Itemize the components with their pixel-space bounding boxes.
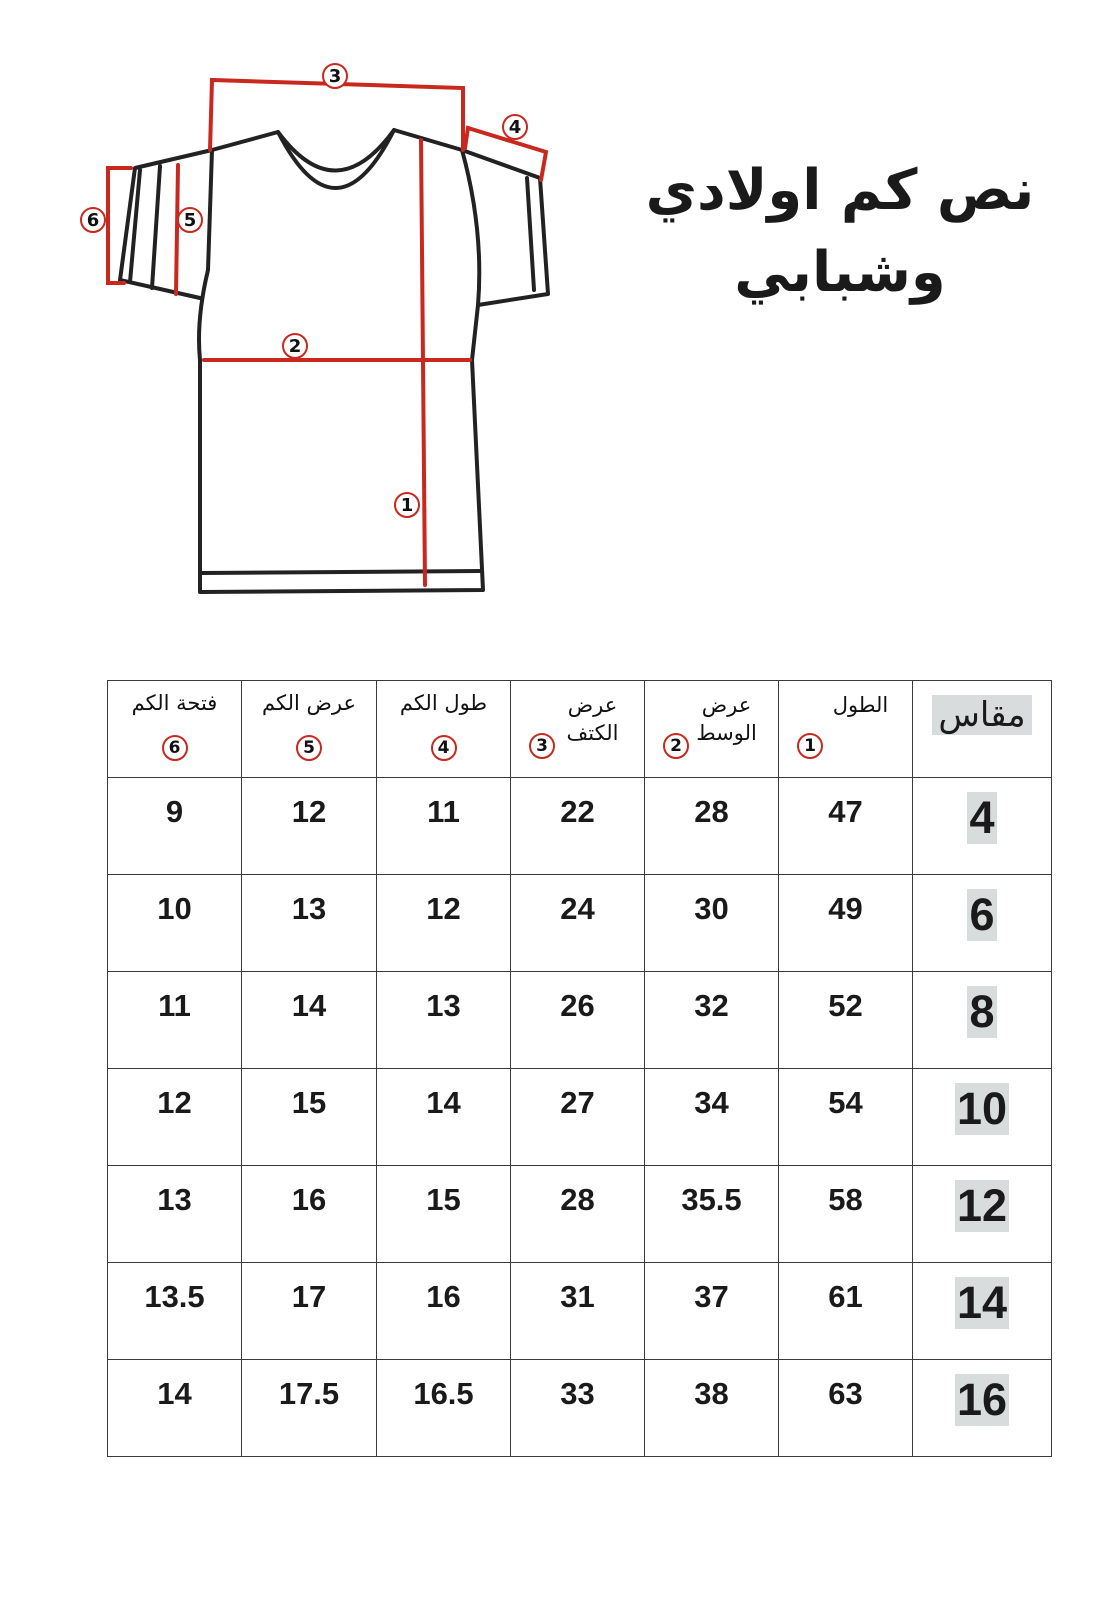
length-cell: 47 xyxy=(828,794,863,829)
sleeve-length-cell: 16 xyxy=(426,1279,461,1314)
svg-text:2: 2 xyxy=(288,336,302,357)
header-shoulder-width xyxy=(511,681,645,778)
marker-6 xyxy=(81,208,105,232)
sleeve-width-cell: 17.5 xyxy=(278,1376,340,1411)
length-cell: 63 xyxy=(828,1376,863,1411)
marker-5 xyxy=(178,208,202,232)
svg-text:6: 6 xyxy=(86,210,100,231)
header-sleeve-width xyxy=(242,681,377,778)
length-cell: 58 xyxy=(828,1182,863,1217)
marker-1 xyxy=(395,493,419,517)
sleeve-opening-cell: 13 xyxy=(157,1182,192,1217)
size-cell: 12 xyxy=(956,1180,1008,1231)
table-row xyxy=(108,972,1052,1069)
header-size xyxy=(913,681,1052,778)
sleeve-length-cell: 14 xyxy=(426,1085,461,1120)
length-cell: 61 xyxy=(828,1279,863,1314)
waist-width-cell: 28 xyxy=(694,794,729,829)
svg-text:5: 5 xyxy=(183,210,197,231)
length-cell: 49 xyxy=(828,891,863,926)
waist-width-cell: 35.5 xyxy=(681,1182,742,1217)
title-line-2: وشبابي xyxy=(734,240,946,305)
header-waist-width xyxy=(645,681,779,778)
sleeve-opening-cell: 10 xyxy=(157,891,192,926)
sleeve-length-cell: 13 xyxy=(426,988,461,1023)
marker-badge: 3 xyxy=(529,733,555,759)
sleeve-opening-cell: 9 xyxy=(165,794,184,829)
waist-width-cell: 34 xyxy=(694,1085,729,1120)
shoulder-width-cell: 31 xyxy=(560,1279,595,1314)
waist-width-cell: 32 xyxy=(694,988,729,1023)
table-header-row xyxy=(108,681,1052,778)
sleeve-opening-cell: 13.5 xyxy=(144,1279,205,1314)
title-line-1: نص كم اولادي xyxy=(645,158,1035,223)
marker-2 xyxy=(283,334,307,358)
table-row xyxy=(108,1360,1052,1457)
shoulder-width-cell: 27 xyxy=(560,1085,595,1120)
waist-width-cell: 37 xyxy=(694,1279,729,1314)
svg-text:4: 4 xyxy=(508,117,522,138)
header-sleeve-opening xyxy=(108,681,242,778)
length-cell: 54 xyxy=(828,1085,863,1120)
sleeve-length-cell: 12 xyxy=(426,891,461,926)
table-row xyxy=(108,1166,1052,1263)
sleeve-width-cell: 15 xyxy=(291,1085,327,1120)
shirt-measurement-diagram xyxy=(0,0,620,640)
sleeve-opening-cell: 14 xyxy=(157,1376,192,1411)
shoulder-width-cell: 26 xyxy=(560,988,595,1023)
marker-badge: 2 xyxy=(663,733,689,759)
marker-badge: 1 xyxy=(797,733,823,759)
sleeve-opening-cell: 12 xyxy=(157,1085,192,1120)
size-cell: 4 xyxy=(969,792,995,843)
size-cell: 10 xyxy=(956,1083,1008,1134)
sleeve-width-cell: 17 xyxy=(291,1279,327,1314)
diagram-markers xyxy=(81,64,527,517)
marker-badge: 6 xyxy=(162,735,188,761)
sleeve-length-cell: 15 xyxy=(426,1182,461,1217)
size-cell: 6 xyxy=(969,889,995,940)
header-label: عرض الكم xyxy=(262,691,356,715)
marker-4 xyxy=(503,115,527,139)
sleeve-width-cell: 12 xyxy=(291,794,327,829)
header-label: طول الكم xyxy=(399,691,488,715)
header-label: الطول xyxy=(832,693,889,717)
sleeve-width-cell: 16 xyxy=(291,1182,327,1217)
length-cell: 52 xyxy=(828,988,863,1023)
header-label: فتحة الكم xyxy=(131,691,218,715)
svg-text:1: 1 xyxy=(400,495,414,516)
waist-width-cell: 38 xyxy=(694,1376,729,1411)
sleeve-length-cell: 11 xyxy=(427,794,460,829)
shoulder-width-cell: 33 xyxy=(560,1376,595,1411)
marker-badge: 5 xyxy=(296,735,322,761)
sleeve-width-cell: 14 xyxy=(291,988,327,1023)
size-cell: 16 xyxy=(956,1374,1008,1425)
page-title xyxy=(630,150,1050,314)
size-header-label: مقاس xyxy=(932,695,1031,735)
shoulder-width-cell: 24 xyxy=(560,891,595,926)
size-chart-table xyxy=(107,680,1052,1457)
table-row xyxy=(108,778,1052,875)
table-row xyxy=(108,875,1052,972)
header-sleeve-length xyxy=(377,681,511,778)
waist-width-cell: 30 xyxy=(694,891,729,926)
svg-text:3: 3 xyxy=(328,66,342,87)
table-row xyxy=(108,1263,1052,1360)
sleeve-width-cell: 13 xyxy=(291,891,327,926)
marker-3 xyxy=(323,64,347,88)
header-label: عرض الوسط xyxy=(696,693,757,745)
shoulder-width-cell: 28 xyxy=(560,1182,595,1217)
header-length xyxy=(779,681,913,778)
marker-badge: 4 xyxy=(431,735,457,761)
shoulder-width-cell: 22 xyxy=(560,794,595,829)
header-label: عرض الكتف xyxy=(566,693,619,745)
table-row xyxy=(108,1069,1052,1166)
sleeve-length-cell: 16.5 xyxy=(413,1376,474,1411)
size-cell: 8 xyxy=(969,986,995,1037)
size-cell: 14 xyxy=(956,1277,1008,1328)
sleeve-opening-cell: 11 xyxy=(158,988,191,1023)
